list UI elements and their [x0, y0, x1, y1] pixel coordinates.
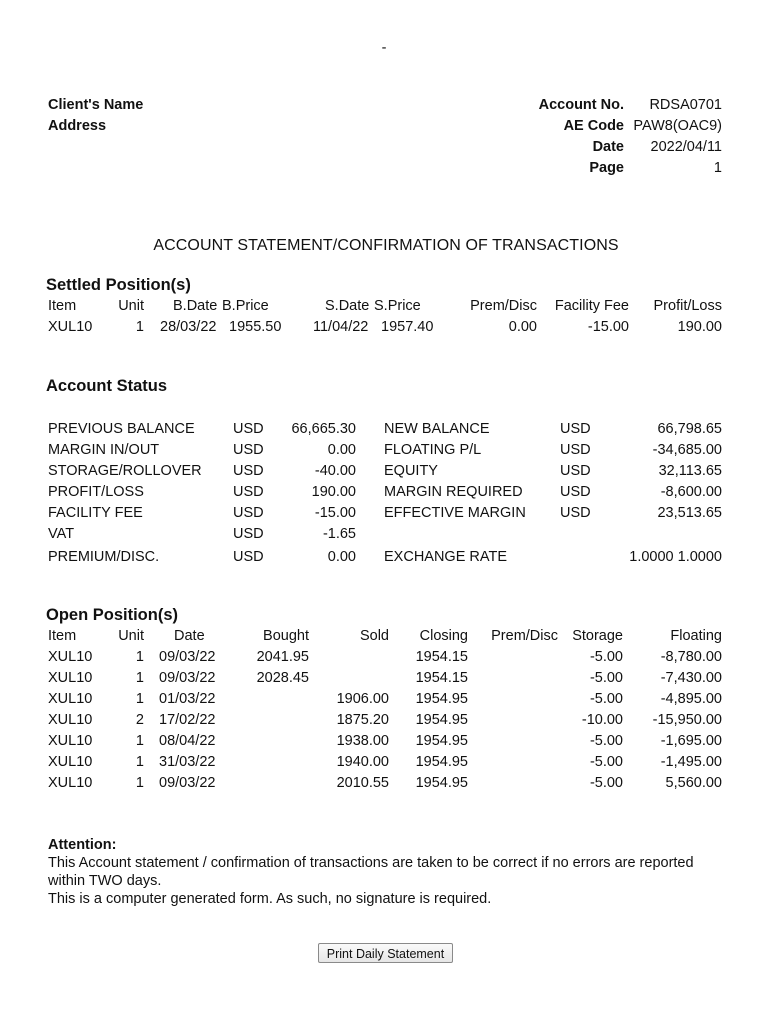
cell-storage: -5.00	[589, 775, 623, 791]
cell-unit: 1	[135, 775, 144, 791]
status-currency: USD	[233, 484, 264, 500]
status-currency: USD	[233, 505, 264, 521]
cell-closing: 1954.95	[415, 775, 468, 791]
attention-heading: Attention:	[48, 837, 117, 853]
cell-unit: 1	[135, 733, 144, 749]
status-label: FLOATING P/L	[384, 442, 482, 458]
table-row	[0, 775, 768, 796]
top-mark: -	[381, 40, 387, 56]
cell-date: 01/03/22	[159, 691, 216, 707]
col-item: Item	[48, 628, 77, 644]
status-row	[0, 421, 768, 442]
cell-date: 08/04/22	[159, 733, 216, 749]
status-value: -1.65	[322, 526, 356, 542]
settled-heading: Settled Position(s)	[46, 276, 191, 294]
cell-sold: 1938.00	[336, 733, 389, 749]
cell-sold: 1940.00	[336, 754, 389, 770]
col-storage: Storage	[572, 628, 623, 644]
status-label: PREMIUM/DISC.	[48, 549, 160, 565]
account-status-heading: Account Status	[46, 377, 168, 395]
col-bdate: B.Date	[173, 298, 218, 314]
cell-floating: -1,495.00	[660, 754, 722, 770]
status-value: -15.00	[314, 505, 356, 521]
col-bprice: B.Price	[222, 298, 269, 314]
cell-unit: 1	[135, 670, 144, 686]
cell-unit: 1	[135, 754, 144, 770]
status-label: PROFIT/LOSS	[48, 484, 144, 500]
status-value: 66,798.65	[657, 421, 722, 437]
date-value: 2022/04/11	[650, 139, 722, 155]
open-header-row	[0, 628, 768, 649]
col-bought: Bought	[263, 628, 309, 644]
cell-unit: 2	[135, 712, 144, 728]
print-daily-statement-button[interactable]: Print Daily Statement	[318, 943, 453, 963]
account-no-value: RDSA0701	[649, 97, 722, 113]
status-row	[0, 442, 768, 463]
settled-header-row	[0, 298, 768, 319]
cell-bought: 2041.95	[256, 649, 309, 665]
cell-closing: 1954.95	[415, 691, 468, 707]
col-item: Item	[48, 298, 77, 314]
col-sprice: S.Price	[374, 298, 421, 314]
status-label: VAT	[48, 526, 75, 542]
col-unit: Unit	[118, 298, 144, 314]
cell-premdisc: 0.00	[508, 319, 537, 335]
col-premdisc: Prem/Disc	[470, 298, 537, 314]
cell-closing: 1954.15	[415, 649, 468, 665]
col-premdisc: Prem/Disc	[491, 628, 558, 644]
cell-sprice: 1957.40	[381, 319, 434, 335]
cell-item: XUL10	[48, 319, 93, 335]
cell-storage: -5.00	[589, 691, 623, 707]
cell-date: 09/03/22	[159, 649, 216, 665]
status-label: STORAGE/ROLLOVER	[48, 463, 202, 479]
status-label: MARGIN IN/OUT	[48, 442, 160, 458]
cell-item: XUL10	[48, 712, 93, 728]
col-floating: Floating	[670, 628, 722, 644]
status-value: 23,513.65	[657, 505, 722, 521]
status-currency: USD	[233, 549, 264, 565]
cell-sold: 1906.00	[336, 691, 389, 707]
ae-code-label: AE Code	[563, 118, 624, 134]
cell-date: 09/03/22	[159, 670, 216, 686]
cell-sdate: 11/04/22	[313, 319, 369, 335]
table-row	[0, 319, 768, 340]
col-profit-loss: Profit/Loss	[653, 298, 722, 314]
table-row	[0, 712, 768, 733]
cell-sold: 1875.20	[336, 712, 389, 728]
status-row	[0, 549, 768, 570]
status-currency: USD	[233, 421, 264, 437]
status-row	[0, 484, 768, 505]
page-value: 1	[713, 160, 722, 176]
cell-date: 09/03/22	[159, 775, 216, 791]
address-label: Address	[48, 118, 107, 134]
cell-storage: -5.00	[589, 754, 623, 770]
status-currency: USD	[560, 442, 591, 458]
exchange-rate-value: 1.0000 1.0000	[629, 549, 722, 565]
cell-item: XUL10	[48, 691, 93, 707]
cell-date: 17/02/22	[159, 712, 216, 728]
cell-storage: -10.00	[581, 712, 623, 728]
status-row	[0, 463, 768, 484]
cell-closing: 1954.15	[415, 670, 468, 686]
client-name-label: Client's Name	[48, 97, 144, 113]
table-row	[0, 733, 768, 754]
cell-item: XUL10	[48, 649, 93, 665]
status-value: -40.00	[314, 463, 356, 479]
cell-item: XUL10	[48, 775, 93, 791]
cell-bought: 2028.45	[256, 670, 309, 686]
cell-facility-fee: -15.00	[587, 319, 629, 335]
cell-floating: -1,695.00	[660, 733, 722, 749]
status-value: 66,665.30	[291, 421, 356, 437]
table-row	[0, 670, 768, 691]
status-label: MARGIN REQUIRED	[384, 484, 523, 500]
cell-storage: -5.00	[589, 670, 623, 686]
cell-bdate: 28/03/22	[160, 319, 217, 335]
status-label: PREVIOUS BALANCE	[48, 421, 195, 437]
status-row	[0, 505, 768, 526]
col-closing: Closing	[419, 628, 468, 644]
open-heading: Open Position(s)	[46, 606, 178, 624]
status-row	[0, 526, 768, 547]
status-value: 0.00	[327, 549, 356, 565]
status-currency: USD	[233, 526, 264, 542]
cell-floating: -8,780.00	[660, 649, 722, 665]
status-value: -34,685.00	[652, 442, 722, 458]
cell-date: 31/03/22	[159, 754, 216, 770]
cell-item: XUL10	[48, 670, 93, 686]
status-currency: USD	[560, 505, 591, 521]
cell-floating: -7,430.00	[660, 670, 722, 686]
cell-sold: 2010.55	[336, 775, 389, 791]
status-currency: USD	[233, 463, 264, 479]
cell-floating: -15,950.00	[652, 712, 722, 728]
col-date: Date	[174, 628, 205, 644]
status-value: 0.00	[327, 442, 356, 458]
status-label: EFFECTIVE MARGIN	[384, 505, 526, 521]
status-currency: USD	[233, 442, 264, 458]
cell-item: XUL10	[48, 754, 93, 770]
status-currency: USD	[560, 463, 591, 479]
status-value: 190.00	[311, 484, 356, 500]
col-sdate: S.Date	[325, 298, 370, 314]
cell-closing: 1954.95	[415, 754, 468, 770]
ae-code-value: PAW8(OAC9)	[633, 118, 722, 134]
exchange-rate-label: EXCHANGE RATE	[384, 549, 508, 565]
status-currency: USD	[560, 484, 591, 500]
account-no-label: Account No.	[538, 97, 624, 113]
table-row	[0, 691, 768, 712]
cell-profit-loss: 190.00	[677, 319, 722, 335]
status-currency: USD	[560, 421, 591, 437]
cell-floating: 5,560.00	[665, 775, 722, 791]
cell-closing: 1954.95	[415, 733, 468, 749]
cell-unit: 1	[135, 691, 144, 707]
cell-unit: 1	[135, 649, 144, 665]
cell-unit: 1	[135, 319, 144, 335]
cell-item: XUL10	[48, 733, 93, 749]
status-label: NEW BALANCE	[384, 421, 490, 437]
cell-storage: -5.00	[589, 649, 623, 665]
status-value: 32,113.65	[658, 463, 722, 479]
table-row	[0, 754, 768, 775]
cell-storage: -5.00	[589, 733, 623, 749]
page-label: Page	[589, 160, 624, 176]
attention-text-1: This Account statement / confirmation of transactions are taken to be correct if no errors are reported within TWO days.	[48, 855, 694, 889]
col-facility-fee: Facility Fee	[554, 298, 629, 314]
cell-floating: -4,895.00	[660, 691, 722, 707]
status-value: -8,600.00	[660, 484, 722, 500]
col-sold: Sold	[359, 628, 389, 644]
cell-closing: 1954.95	[415, 712, 468, 728]
table-row	[0, 649, 768, 670]
status-label: EQUITY	[384, 463, 438, 479]
attention-text-2: This is a computer generated form. As such, no signature is required.	[48, 891, 492, 907]
statement-title: ACCOUNT STATEMENT/CONFIRMATION OF TRANSACTIONS	[153, 237, 619, 254]
col-unit: Unit	[118, 628, 144, 644]
date-label: Date	[592, 139, 624, 155]
status-label: FACILITY FEE	[48, 505, 143, 521]
cell-bprice: 1955.50	[229, 319, 282, 335]
